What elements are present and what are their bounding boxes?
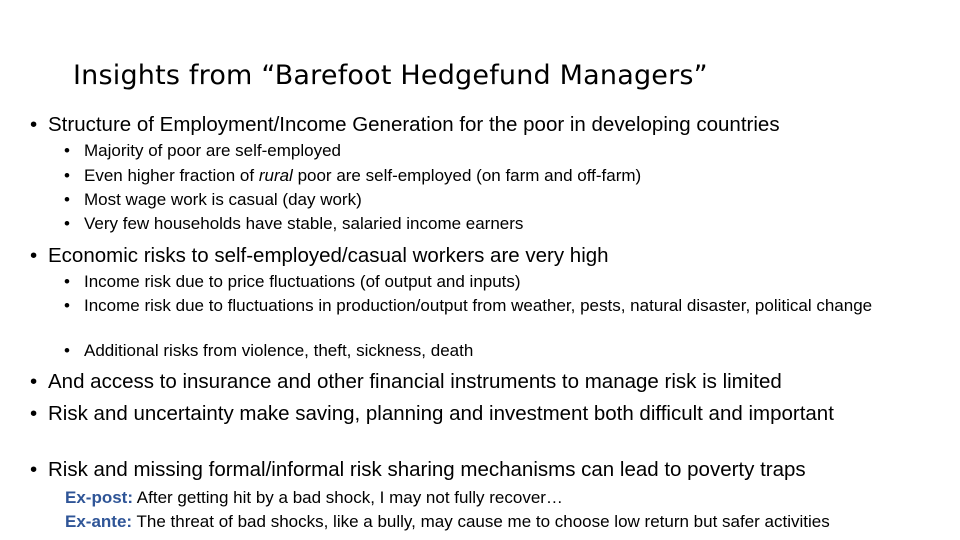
sub-bullet-text: Income risk due to fluctuations in production/output from weather, pests, natural disaster, political change <box>84 296 873 315</box>
bullet-icon: • <box>30 458 38 481</box>
bullet-text: Structure of Employment/Income Generation for the poor in developing countries <box>48 113 780 136</box>
bullet-text: And access to insurance and other financial instruments to manage risk is limited <box>48 370 782 393</box>
bullet-icon: • <box>30 244 38 267</box>
bullet-icon: • <box>64 166 70 185</box>
sub-bullet-text: Majority of poor are self-employed <box>84 141 342 160</box>
sub-bullet <box>64 341 920 362</box>
sub-bullet <box>64 272 920 293</box>
emphasis-rural: rural <box>258 166 293 185</box>
ex-ante-text: The threat of bad shocks, like a bully, may cause me to choose low return but safer activities <box>132 512 830 531</box>
bullet-icon: • <box>30 370 38 393</box>
sub-bullet-text: Additional risks from violence, theft, sickness, death <box>84 341 474 360</box>
bullet-icon: • <box>64 190 70 209</box>
ex-post-label: Ex-post: <box>65 488 133 507</box>
bullet-point <box>30 113 944 137</box>
sub-bullet <box>64 166 920 187</box>
sub-bullet-text: Income risk due to price fluctuations (of output and inputs) <box>84 272 521 291</box>
sub-bullet-text-part: Even higher fraction of <box>84 166 259 185</box>
bullet-point <box>30 244 944 268</box>
bullet-text: Risk and uncertainty make saving, planning and investment both difficult and important <box>48 402 834 425</box>
ex-ante-line <box>65 510 940 534</box>
bullet-point <box>30 370 944 394</box>
bullet-icon: • <box>64 341 70 360</box>
sub-bullet <box>64 190 920 211</box>
sub-bullet <box>64 141 920 162</box>
sub-bullet-text: Very few households have stable, salaried income earners <box>84 214 524 233</box>
bullet-icon: • <box>30 402 38 425</box>
sub-bullet-text: Most wage work is casual (day work) <box>84 190 362 209</box>
ex-post-line <box>65 486 940 510</box>
ex-post-text: After getting hit by a bad shock, I may not fully recover… <box>133 488 563 507</box>
bullet-icon: • <box>64 272 70 291</box>
bullet-point <box>30 458 944 482</box>
ex-ante-label: Ex-ante: <box>65 512 133 531</box>
bullet-icon: • <box>64 141 70 160</box>
sub-bullet <box>64 296 920 317</box>
bullet-text: Risk and missing formal/informal risk sharing mechanisms can lead to poverty traps <box>48 458 806 481</box>
slide-title: Insights from “Barefoot Hedgefund Managers” <box>73 60 708 91</box>
sub-bullet-text <box>64 166 920 187</box>
sub-bullet-text-part: poor are self-employed (on farm and off-farm) <box>292 166 642 185</box>
bullet-text: Economic risks to self-employed/casual workers are very high <box>48 244 609 267</box>
bullet-icon: • <box>30 113 38 136</box>
bullet-icon: • <box>64 296 70 315</box>
bullet-point <box>30 402 900 426</box>
sub-bullet <box>64 214 920 235</box>
bullet-icon: • <box>64 214 70 233</box>
